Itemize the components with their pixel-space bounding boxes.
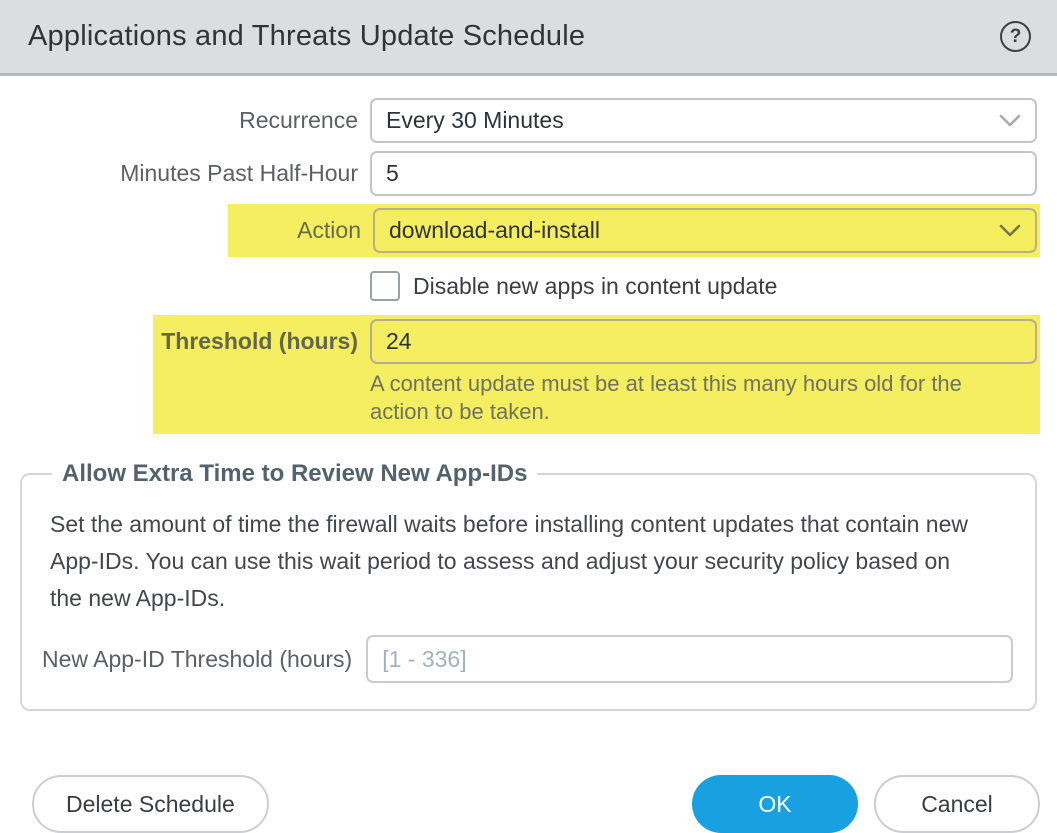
help-icon[interactable] (1000, 21, 1031, 52)
threshold-row (153, 319, 1037, 364)
action-label: Action (297, 217, 361, 243)
new-app-id-threshold-label: New App-ID Threshold (hours) (42, 645, 353, 672)
threshold-input[interactable] (370, 319, 1037, 364)
chevron-down-icon (999, 224, 1021, 237)
dialog-header (0, 0, 1057, 76)
recurrence-dropdown[interactable] (370, 98, 1037, 143)
new-app-id-threshold-row (42, 635, 1013, 683)
minutes-label: Minutes Past Half-Hour (120, 160, 358, 186)
dialog-title: Applications and Threats Update Schedule (28, 20, 586, 52)
recurrence-value: Every 30 Minutes (386, 107, 564, 133)
recurrence-row (0, 98, 1037, 143)
chevron-down-icon (999, 114, 1021, 127)
app-id-section-legend: Allow Extra Time to Review New App-IDs (62, 460, 528, 487)
disable-new-apps-label: Disable new apps in content update (413, 272, 778, 299)
app-id-section-description: Set the amount of time the firewall waits before installing content updates that contain new App-IDs. You can use this wait period to assess and adjust your security policy based on the new App-IDs. (50, 511, 968, 611)
action-value: download-and-install (389, 217, 600, 243)
dialog-body (0, 76, 1057, 833)
disable-new-apps-row (370, 271, 1037, 301)
action-dropdown[interactable] (373, 208, 1037, 253)
recurrence-label: Recurrence (239, 107, 358, 133)
new-app-id-threshold-input[interactable] (366, 635, 1013, 683)
minutes-input[interactable] (370, 151, 1037, 196)
threshold-row-highlight (153, 315, 1040, 434)
disable-new-apps-checkbox[interactable] (370, 271, 400, 301)
threshold-help-text: A content update must be at least this many hours old for the action to be taken. (370, 371, 962, 424)
app-id-section (20, 460, 1037, 711)
ok-button[interactable]: OK (692, 775, 858, 833)
dialog-footer (32, 775, 1040, 833)
threshold-label: Threshold (hours) (161, 328, 358, 354)
delete-schedule-button[interactable]: Delete Schedule (32, 775, 269, 833)
minutes-row (0, 151, 1037, 196)
help-icon-glyph: ? (1009, 25, 1022, 47)
action-row-highlight (228, 204, 1040, 257)
cancel-button[interactable]: Cancel (874, 775, 1040, 833)
